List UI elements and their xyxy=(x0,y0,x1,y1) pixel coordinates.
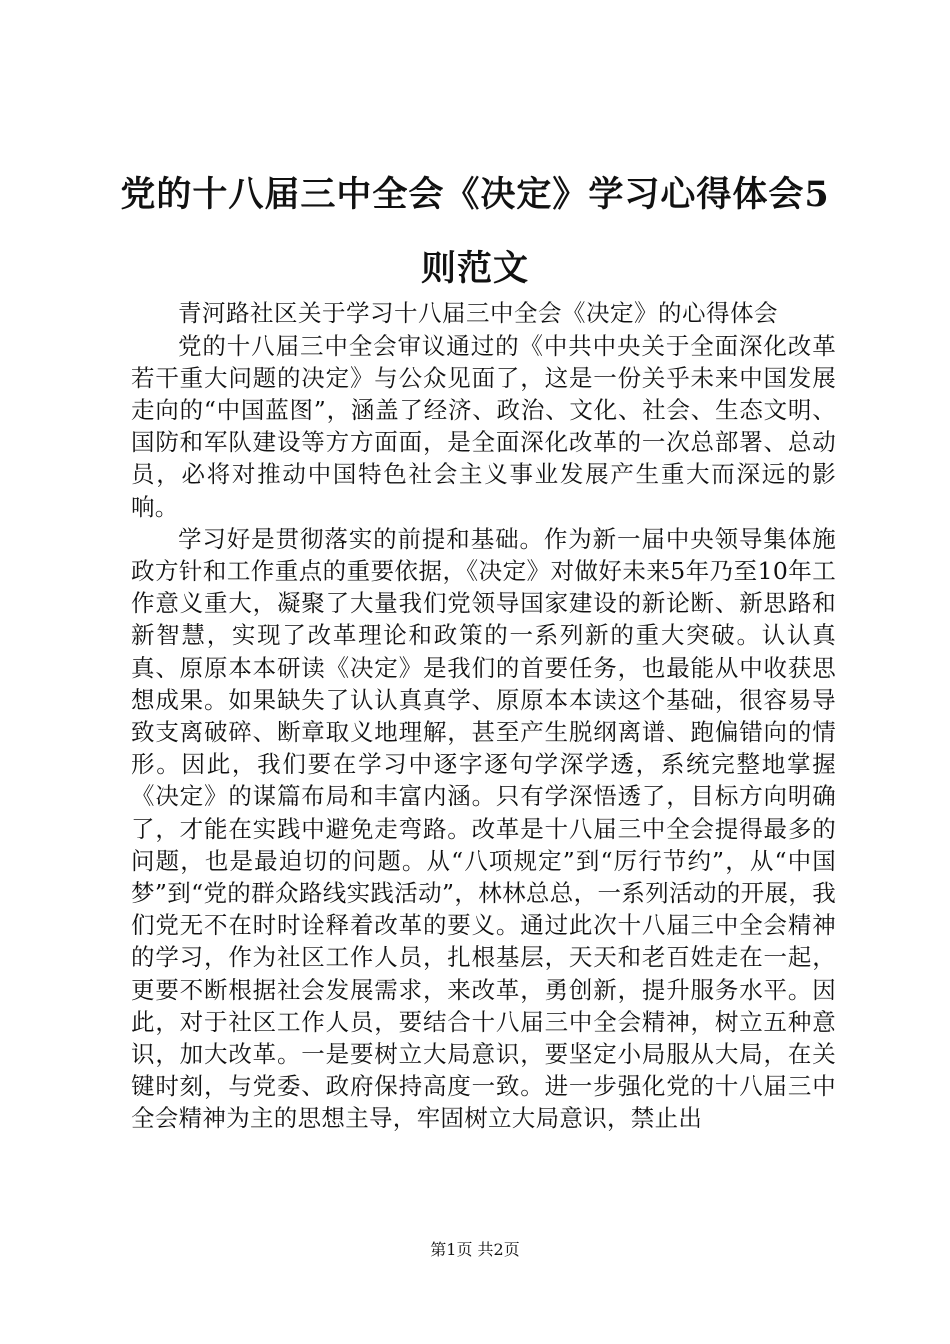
page-footer: 第1页 共2页 xyxy=(430,1240,520,1259)
document-body xyxy=(131,297,836,1135)
paragraph: 学习好是贯彻落实的前提和基础。作为新一届中央领导集体施政方针和工作重点的重要依据，《决定》对做好未来5年乃至10年工作意义重大，凝聚了大量我们党领导国家建设的新论断、新思路和新智慧，实现了改革理论和政策的一系列新的重大突破。认认真真、原原本本研读《决定》是我们的首要任务，也最能从中收获思想成果。如果缺失了认认真真学、原原本本读这个基础，很容易导致支离破碎、断章取义地理解，甚至产生脱纲离谱、跑偏错向的情形。因此，我们要在学习中逐字逐句学深学透，系统完整地掌握《决定》的谋篇布局和丰富内涵。只有学深悟透了，目标方向明确了，才能在实践中避免走弯路。改革是十八届三中全会提得最多的问题，也是最迫切的问题。从“八项规定”到“厉行节约”，从“中国梦”到“党的群众路线实践活动”，林林总总，一系列活动的开展，我们党无不在时时诠释着改革的要义。通过此次十八届三中全会精神的学习，作为社区工作人员，扎根基层，天天和老百姓走在一起，更要不断根据社会发展需求，来改革，勇创新，提升服务水平。因此，对于社区工作人员，要结合十八届三中全会精神，树立五种意识，加大改革。一是要树立大局意识，要坚定小局服从大局，在关键时刻，与党委、政府保持高度一致。进一步强化党的十八届三中全会精神为主的思想主导，牢固树立大局意识，禁止出 xyxy=(131,524,836,1133)
document-subtitle: 青河路社区关于学习十八届三中全会《决定》的心得体会 xyxy=(178,299,778,327)
document-title: 党的十八届三中全会《决定》学习心得体会5则范文 xyxy=(120,174,830,289)
paragraph: 党的十八届三中全会审议通过的《中共中央关于全面深化改革若干重大问题的决定》与公众见面了，这是一份关乎未来中国发展走向的“中国蓝图”，涵盖了经济、政治、文化、社会、生态文明、国防和军队建设等方方面面，是全面深化改革的一次总部署、总动员，必将对推动中国特色社会主义事业发展产生重大而深远的影响。 xyxy=(131,331,836,521)
